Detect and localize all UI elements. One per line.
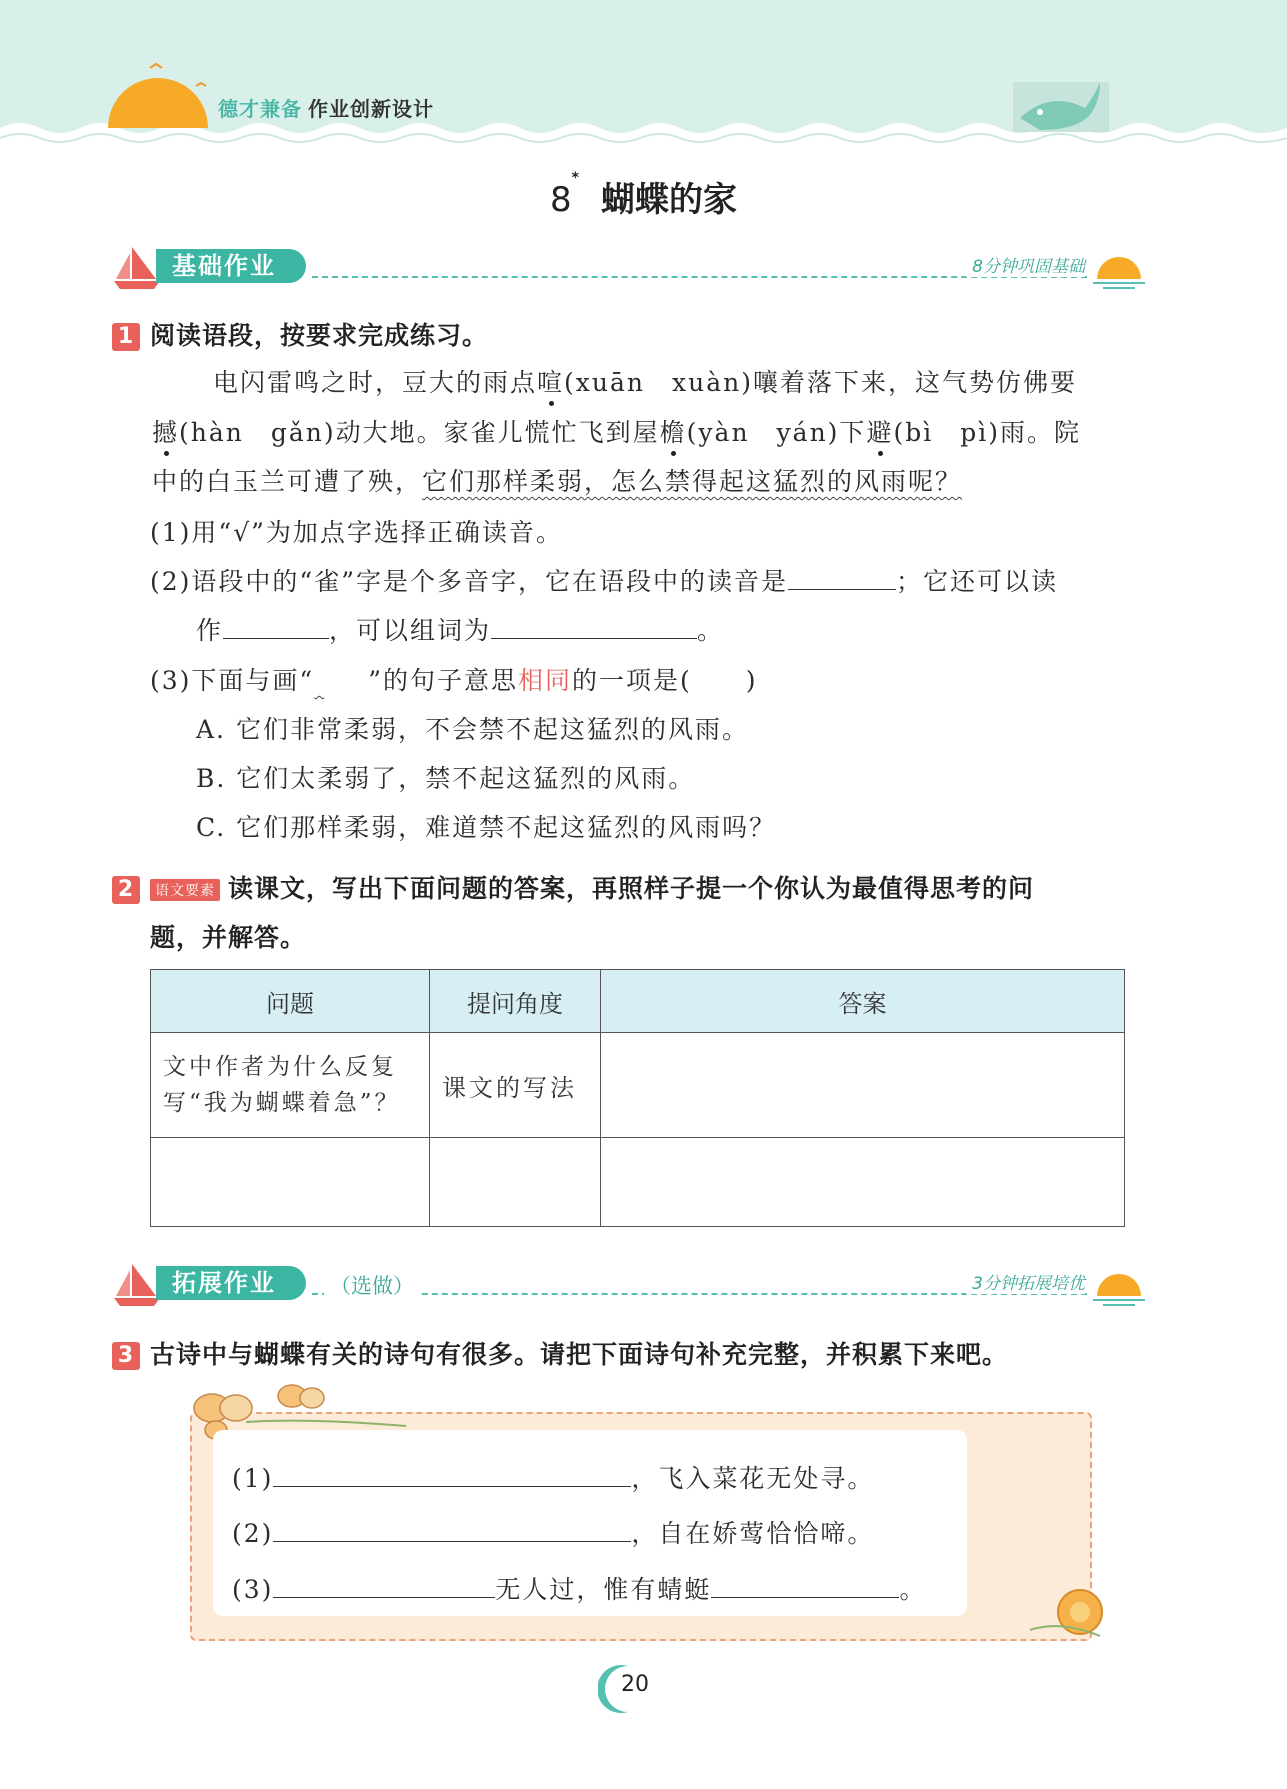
sunset-icon <box>1091 1260 1147 1308</box>
brand-title: 德才兼备 作业创新设计 <box>218 97 434 121</box>
q1-sub-2: (2)语段中的“雀”字是个多音字，它在语段中的读音是 ；它还可以读 <box>150 567 1058 596</box>
poem-line-1: (1) ，飞入菜花无处寻。 <box>232 1464 875 1493</box>
answer-blank[interactable] <box>273 1485 631 1487</box>
q1-heading: 1 阅读语段，按要求完成练习。 <box>112 316 488 352</box>
header-decoration <box>0 0 1287 150</box>
answer-blank[interactable] <box>788 588 896 590</box>
table-cell-question: 文中作者为什么反复写“我为蝴蝶着急”？ <box>151 1033 430 1138</box>
table-row <box>151 1138 1125 1227</box>
sailboat-icon <box>112 1260 162 1308</box>
table-header-row <box>151 970 1125 1033</box>
table-cell-answer[interactable] <box>601 1033 1125 1138</box>
table-cell-angle[interactable] <box>430 1138 601 1227</box>
q1-option-a[interactable]: A. 它们非常柔弱，不会禁不起这猛烈的风雨。 <box>196 715 749 744</box>
q1-sub-1: (1)用“√”为加点字选择正确读音。 <box>150 518 563 547</box>
col-answer: 答案 <box>601 970 1125 1033</box>
sunset-icon <box>1091 243 1147 291</box>
poem-line-3: (3) 无人过，惟有蜻蜓 。 <box>232 1575 927 1604</box>
flower-icon <box>1020 1580 1130 1650</box>
q3-heading: 3 古诗中与蝴蝶有关的诗句有很多。请把下面诗句补充完整，并积累下来吧。 <box>112 1335 1008 1371</box>
element-badge: 语文要素 <box>150 879 220 901</box>
col-question: 问题 <box>151 970 430 1033</box>
lesson-title: 8*蝴蝶的家 <box>550 170 737 220</box>
wavy-line-sample <box>314 666 368 695</box>
sailboat-icon <box>112 243 162 291</box>
col-angle: 提问角度 <box>430 970 601 1033</box>
answer-blank[interactable] <box>273 1596 495 1598</box>
q1-passage-line-2: 撼(hàn gǎn)动大地。家雀儿慌忙飞到屋檐(yàn yán)下避(bì pì)雨。院 <box>152 418 1081 447</box>
answer-blank[interactable] <box>711 1596 899 1598</box>
q1-sub-2-cont: 作 ，可以组词为 。 <box>196 616 725 645</box>
section-ext-label: 拓展作业 <box>156 1266 306 1300</box>
table-cell-angle: 课文的写法 <box>430 1033 601 1138</box>
table-row <box>151 1033 1125 1138</box>
q1-sub-3: (3)下面与画“ ”的句子意思相同的一项是( ) <box>150 666 758 695</box>
q1-passage-line-1: 电闪雷鸣之时，豆大的雨点喧(xuān xuàn)嚷着落下来，这气势仿佛要 <box>213 368 1077 397</box>
header-band <box>0 0 1287 150</box>
section-basic-time-note: 8分钟巩固基础 <box>966 252 1085 277</box>
page-number: 20 <box>621 1672 649 1697</box>
q1-option-b[interactable]: B. 它们太柔弱了，禁不起这猛烈的风雨。 <box>196 764 696 793</box>
table-cell-question[interactable] <box>151 1138 430 1227</box>
section-ext-banner <box>112 1260 1147 1308</box>
whale-icon <box>1013 82 1109 132</box>
q2-heading: 2 语文要素 读课文，写出下面问题的答案，再照样子提一个你认为最值得思考的问 <box>112 869 1034 905</box>
wavy-underlined-sentence: 它们那样柔弱，怎么禁得起这猛烈的风雨呢？ <box>422 467 963 496</box>
q1-passage-line-3: 中的白玉兰可遭了殃，它们那样柔弱，怎么禁得起这猛烈的风雨呢？ <box>152 467 963 496</box>
answer-blank[interactable] <box>491 637 697 639</box>
section-ext-time-note: 3分钟拓展培优 <box>966 1269 1085 1294</box>
q2-heading-cont: 题，并解答。 <box>150 923 307 952</box>
poem-line-2: (2) ，自在娇莺恰恰啼。 <box>232 1519 875 1548</box>
section-basic-banner <box>112 243 1147 291</box>
section-basic-label: 基础作业 <box>156 249 306 283</box>
table-cell-answer[interactable] <box>601 1138 1125 1227</box>
sun-icon <box>108 78 208 128</box>
optional-label: （选做） <box>324 1270 420 1300</box>
q1-option-c[interactable]: C. 它们那样柔弱，难道禁不起这猛烈的风雨吗？ <box>196 813 777 842</box>
answer-blank[interactable] <box>273 1540 631 1542</box>
answer-blank[interactable] <box>223 637 329 639</box>
qa-table <box>150 969 1125 1227</box>
